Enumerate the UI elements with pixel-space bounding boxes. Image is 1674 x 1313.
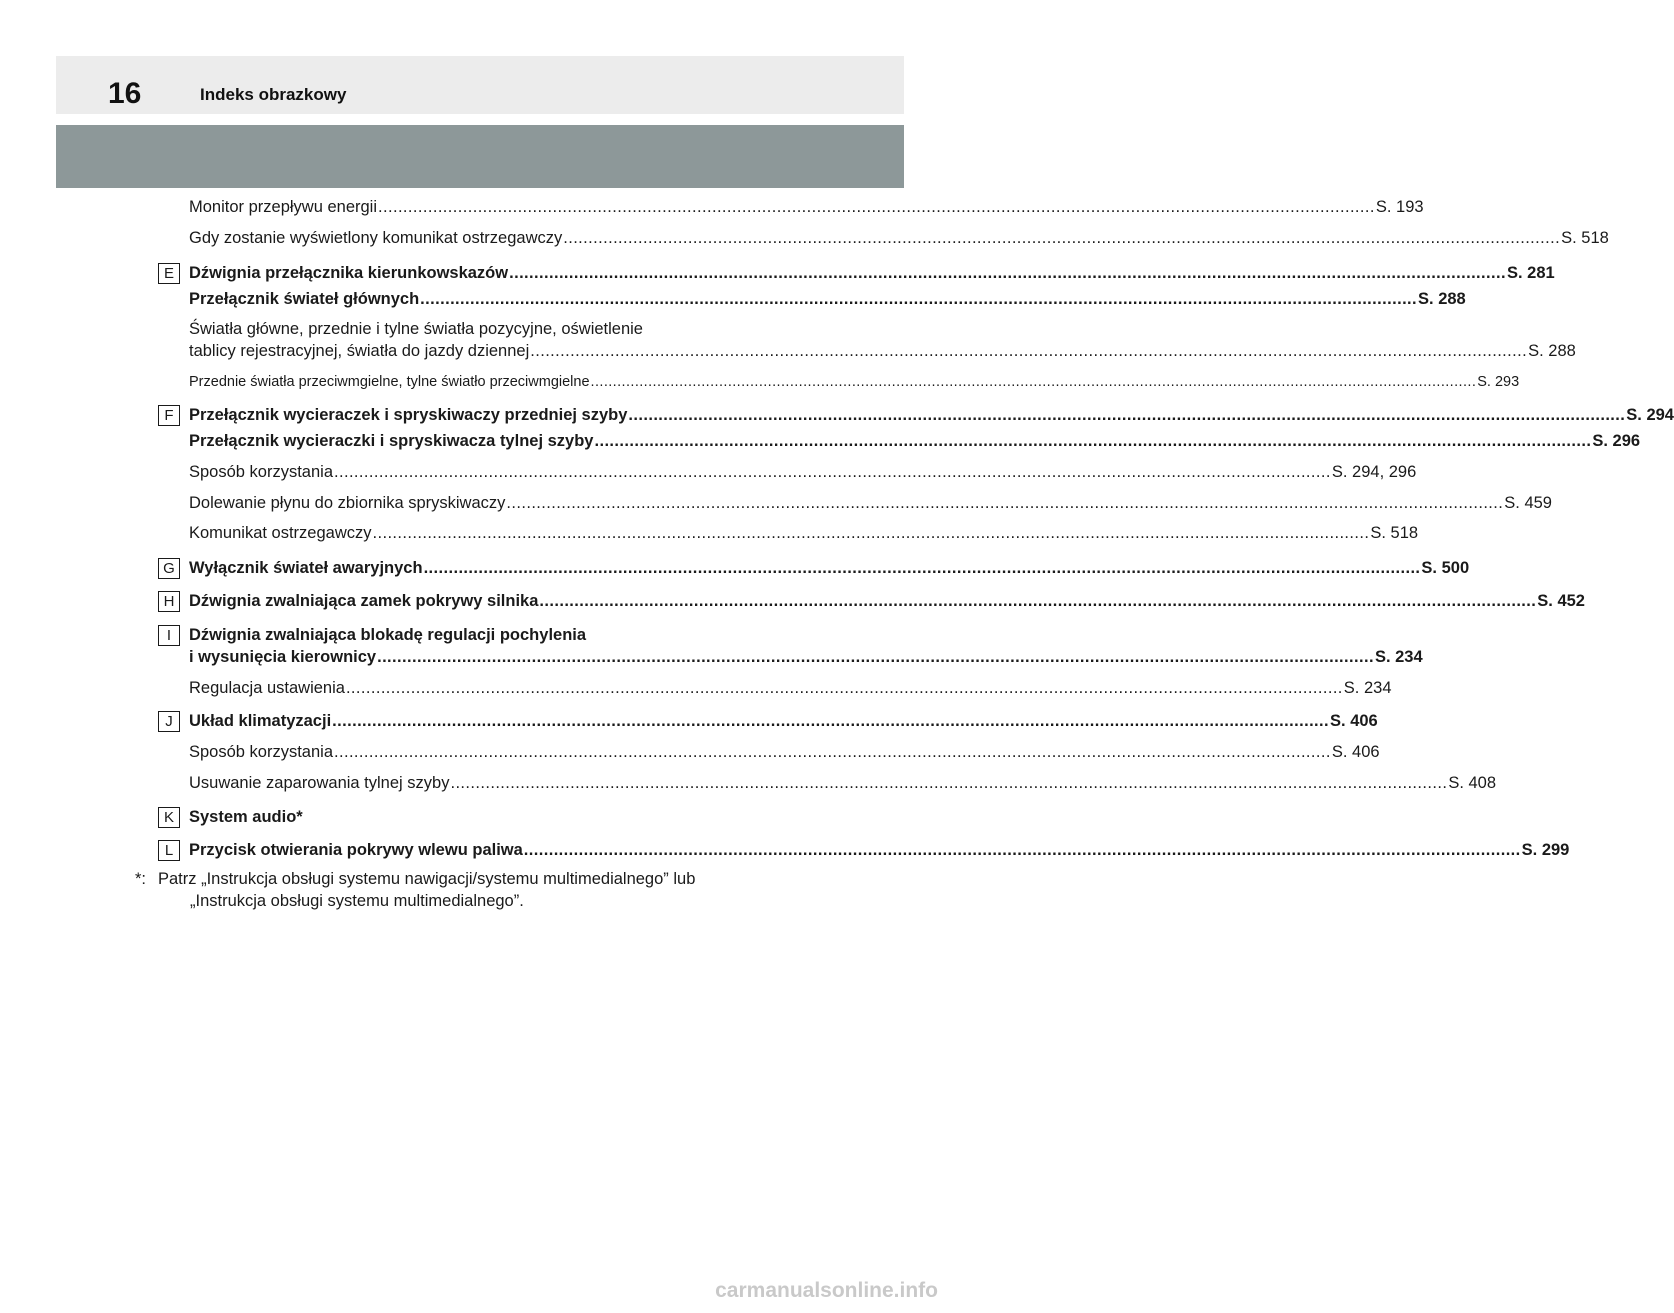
entry-page-ref: S. 294, 296 [1331,463,1417,481]
leader-dots: ........................................................................................................................................................................................................ [334,463,1331,481]
index-entry[interactable] [189,806,769,828]
section-letter-k: K [158,807,180,828]
entry-page-ref: S. 459 [1504,494,1552,512]
leader-dots: ........................................................................................................................................................................................................ [628,406,1626,424]
index-entry[interactable] [189,288,1466,310]
entry-label: Układ klimatyzacji [189,712,332,730]
leader-dots: ........................................................................................................................................................................................................ [523,841,1521,859]
index-entry[interactable] [189,710,1378,732]
entry-page-ref: S. 408 [1448,774,1497,792]
leader-dots: ........................................................................................................................................................................................................ [509,264,1506,282]
entry-label: Wyłącznik świateł awaryjnych [189,559,423,577]
entry-label: Monitor przepływu energii [189,198,378,216]
leader-dots: ........................................................................................................................................................................................................ [420,290,1418,308]
leader-dots: ........................................................................................................................................................................................................ [423,559,1421,577]
section-letter-j: J [158,711,180,732]
index-entry[interactable] [189,522,1419,544]
entry-label: Przednie światła przeciwmgielne, tylne światło przeciwmgielne [189,374,590,390]
entry-page-ref: S. 500 [1421,559,1470,577]
leader-dots: ........................................................................................................................................................................................................ [530,342,1528,360]
header-band [56,56,904,114]
entry-page-ref: S. 288 [1418,290,1466,308]
index-entry[interactable] [189,196,1424,218]
section-title: Indeks obrazkowy [200,85,347,104]
leader-dots: ........................................................................................................................................................................................................ [539,592,1537,610]
entry-page-ref: S. 296 [1592,432,1641,450]
leader-dots: ........................................................................................................................................................................................................ [450,774,1448,792]
leader-dots: ........................................................................................................................................................................................................ [372,524,1370,542]
entry-page-ref: S. 288 [1528,342,1576,360]
index-entry[interactable] [189,557,1470,579]
entry-label: Przełącznik wycieraczek i spryskiwaczy przedniej szyby [189,406,628,424]
section-letter-h: H [158,591,180,612]
leader-dots: ........................................................................................................................................................................................................ [563,229,1561,247]
entry-page-ref: S. 406 [1331,743,1380,761]
index-entry[interactable] [189,741,1380,763]
entry-label: Przełącznik wycieraczki i spryskiwacza tylnej szyby [189,432,594,450]
footnote-line-2: „Instrukcja obsługi systemu multimedialnego”. [190,892,524,910]
entry-label: tablicy rejestracyjnej, światła do jazdy dziennej [189,342,530,360]
entry-page-ref: S. 193 [1375,198,1424,216]
leader-dots: ........................................................................................................................................................................................................ [506,494,1504,512]
section-letter-l: L [158,840,180,861]
entry-label: Sposób korzystania [189,463,333,481]
entry-page-ref: S. 294 [1626,406,1674,424]
entry-page-ref: S. 452 [1537,592,1585,610]
index-entry[interactable] [189,461,1417,483]
index-entry[interactable] [189,677,1392,699]
index-entry[interactable] [189,839,1570,861]
entry-page-ref: S. 299 [1521,841,1570,859]
entry-label: Dźwignia zwalniająca zamek pokrywy silnika [189,592,539,610]
index-entry[interactable] [189,371,1520,393]
entry-label: Dźwignia przełącznika kierunkowskazów [189,264,509,282]
entry-prefix-line: Światła główne, przednie i tylne światła pozycyjne, oświetlenie [189,320,643,338]
index-entry[interactable] [189,430,1641,452]
entry-label: Sposób korzystania [189,743,333,761]
index-entry[interactable] [189,227,1609,249]
leader-dots: ........................................................................................................................................................................................................ [377,648,1374,666]
leader-dots: ........................................................................................................................................................................................................ [345,679,1343,697]
page-number: 16 [108,77,142,110]
index-entry[interactable] [189,492,1552,514]
index-entry[interactable] [189,340,1576,362]
index-entry[interactable] [189,262,1555,284]
entry-page-ref: S. 518 [1561,229,1609,247]
entry-label: Usuwanie zaparowania tylnej szyby [189,774,450,792]
entry-label: Gdy zostanie wyświetlony komunikat ostrzegawczy [189,229,563,247]
index-entry[interactable] [189,590,1585,612]
watermark: carmanualsonline.info [715,1279,938,1302]
footnote-line-1: Patrz „Instrukcja obsługi systemu nawigacji/systemu multimedialnego” lub [158,870,696,888]
entry-page-ref: S. 293 [1477,374,1520,390]
leader-dots: ........................................................................................................................................................................................................ [594,432,1592,450]
entry-page-ref: S. 406 [1330,712,1378,730]
entry-page-ref: S. 234 [1343,679,1392,697]
entry-label: System audio* [189,808,303,826]
leader-dots: ........................................................................................................................................................................................................ [334,743,1331,761]
index-entry[interactable] [189,646,1423,668]
leader-dots: ........................................................................................................................................................................................................ [378,198,1375,216]
section-letter-f: F [158,405,180,426]
section-letter-i: I [158,625,180,646]
leader-dots: ........................................................................................................................................................................................................ [332,712,1330,730]
entry-label: Regulacja ustawienia [189,679,345,697]
index-entry[interactable] [189,404,1674,426]
entry-label: Przełącznik świateł głównych [189,290,420,308]
entry-label: Dolewanie płynu do zbiornika spryskiwaczy [189,494,506,512]
entry-page-ref: S. 234 [1374,648,1423,666]
entry-label: Komunikat ostrzegawczy [189,524,372,542]
entry-label: i wysunięcia kierownicy [189,648,377,666]
section-letter-g: G [158,558,180,579]
entry-page-ref: S. 281 [1506,264,1555,282]
entry-page-ref: S. 518 [1370,524,1419,542]
index-entry[interactable] [189,772,1497,794]
gray-banner [56,125,904,188]
entry-prefix-line: Dźwignia zwalniająca blokadę regulacji pochylenia [189,626,587,644]
footnote-mark: *: [135,870,147,888]
section-letter-e: E [158,263,180,284]
entry-label: Przycisk otwierania pokrywy wlewu paliwa [189,841,523,859]
leader-dots: ........................................................................................................................................................................................................ [590,374,1477,390]
